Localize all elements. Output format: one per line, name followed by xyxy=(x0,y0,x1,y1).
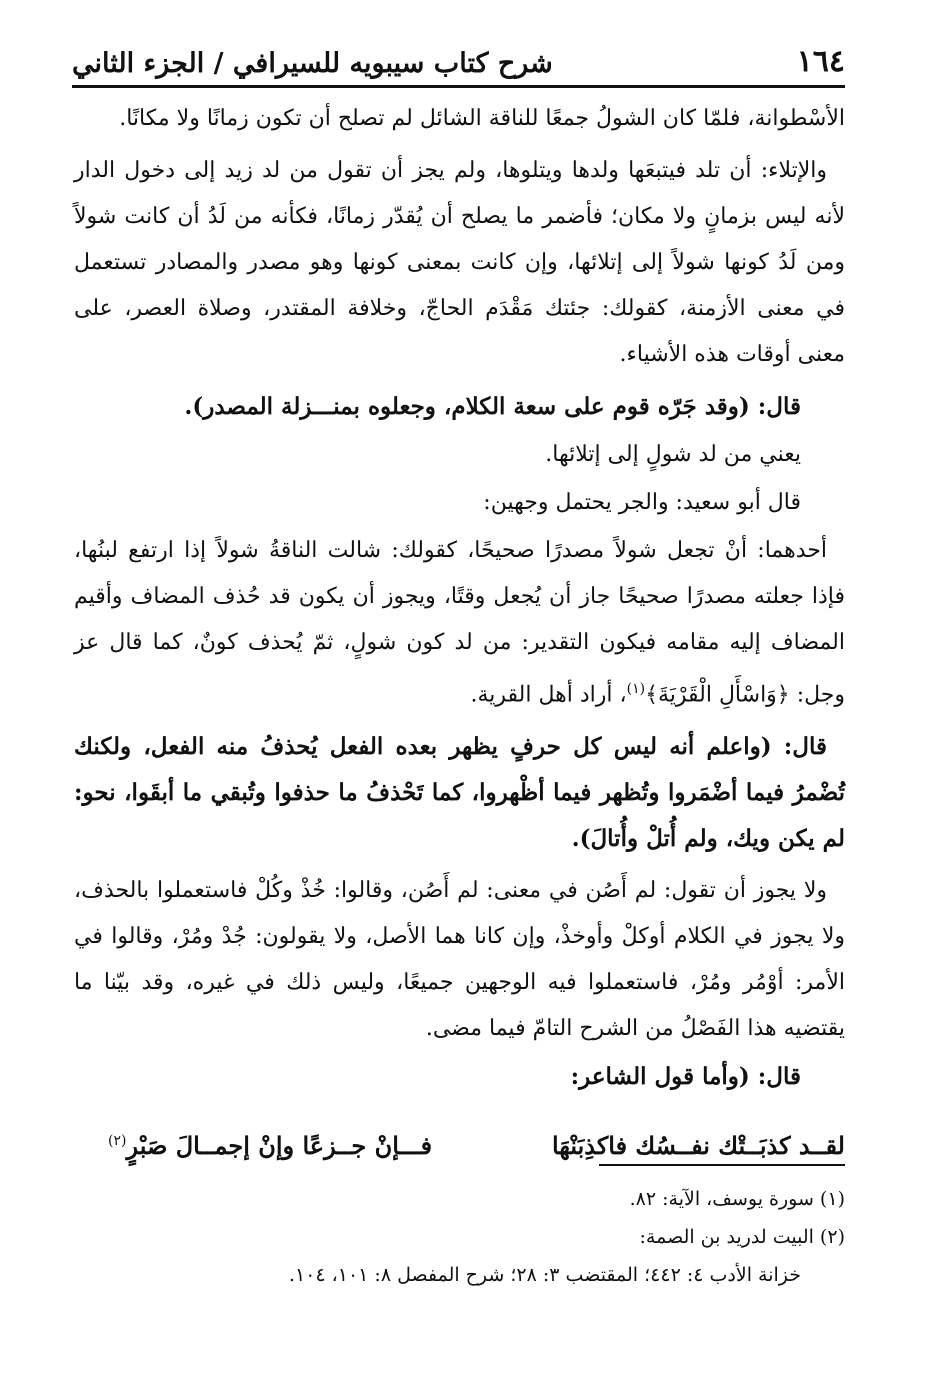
footnote-ref-2: (٢) xyxy=(108,1133,127,1150)
footnote-ref-1: (١) xyxy=(626,681,646,697)
quote-paragraph-2: قال: (واعلم أنه ليس كل حرفٍ يظهر بعده الفعل يُحذفُ منه الفعل، ولكنك تُضْمرُ فيما أضْمَروا وتُظهر فيما أظْهروا، كما تَحْذفُ ما حذفوا وتُبقي ما أبقَوا، نحو: لم يكن ويك، ولم أُتلْ وأُتالَ). xyxy=(74,733,845,853)
paragraph-2: والإتلاء: أن تلد فيتبعَها ولدها ويتلوها، ولم يجز أن تقول من لد زيد إلى دخول الدار لأنه ليس بزمانٍ ولا مكان؛ فأضمر ما يصلح أن يُقدّر زمانًا، فكأنه من لَدُ أن كانت شولاً ومن لَدُ كونها شولاً إلى إتلائها، وإن كانت بمعنى كونها وهو مصدر والمصادر تستعمل في معنى الأزمنة، كقولك: جئتك مَقْدَم الحاجّ، وخلافة المقتدر، وصلاة العصر، على معنى أوقات هذه الأشياء. xyxy=(74,158,845,367)
verse-intro: قال: (وأما قول الشاعر: xyxy=(570,1063,801,1091)
main-text xyxy=(74,96,845,1169)
quote-paragraph-1: قال: (وقد جَرّه قوم على سعة الكلام، وجعلوه بمنـــزلة المصدر). xyxy=(184,393,801,420)
page-number: ١٦٤ xyxy=(796,44,845,79)
poetry-verse xyxy=(74,1118,845,1169)
paragraph-5 xyxy=(74,528,845,718)
verse-first-hemistich: لقــد كذبَــتْك نفــسُك فاكذِبَنْهَا xyxy=(551,1131,845,1161)
paragraph-6: ولا يجوز أن تقول: لم أَصُن في معنى: لم أَصُن، وقالوا: خُذْ وكُلْ فاستعملوا بالحذف، ولا يجوز في الكلام أوكلْ وأوخذْ، وإن كانا هما الأصل، ولا يقولون: جُدْ ومُرْ، وقالوا في الأمر: أوْمُر ومُرْ، فاستعملوا فيه الوجهين جميعًا، وليس ذلك في غيره، وقد بيّنا ما يقتضيه هذا الفَصْلُ من الشرح التامّ فيما مضى. xyxy=(74,878,845,1042)
paragraph-4: قال أبو سعيد: والجر يحتمل وجهين: xyxy=(483,490,801,515)
paragraph-1: الأسْطوانة، فلمّا كان الشولُ جمعًا للناقة الشائل لم تصلح أن تكون زمانًا ولا مكانًا. xyxy=(119,106,845,131)
footnote-1: (١) سورة يوسف، الآية: ٨٢. xyxy=(629,1188,845,1210)
footnotes xyxy=(100,1180,845,1294)
paragraph-5-tail: ، أراد أهل القرية. xyxy=(470,682,627,708)
footnote-separator xyxy=(599,1164,845,1166)
footnote-2-sources: خزانة الأدب ٤: ٤٤٢؛ المقتضب ٣: ٢٨؛ شرح المفصل ٨: ١٠١، ١٠٤. xyxy=(288,1264,801,1286)
running-title: شرح كتاب سيبويه للسيرافي / الجزء الثاني xyxy=(72,48,553,79)
paragraph-3: يعني من لد شولٍ إلى إتلائها. xyxy=(545,442,801,467)
verse-second-hemistich-wrap xyxy=(108,1118,432,1169)
page-header xyxy=(72,24,845,88)
paragraph-5-text: أحدهما: أنْ تجعل شولاً مصدرًا صحيحًا، كقولك: شالت الناقةُ شولاً إذا ارتفع لبنُها، فإذا جعلته مصدرًا صحيحًا جاز أن يُجعل وقتًا، ويجوز أن يكون قد حُذف المضاف وأقيم المضاف إليه مقامه فيكون التقدير: من لد كون شولٍ، ثمّ يُحذف كونٌ، كما قال عز وجل: ﴿وَاسْأَلِ الْقَرْيَةَ﴾ xyxy=(74,538,845,708)
footnote-2: (٢) البيت لدريد بن الصمة: xyxy=(639,1226,845,1248)
verse-second-hemistich: فـــإنْ جــزعًا وإنْ إجمــالَ صَبْرٍ xyxy=(126,1131,433,1161)
